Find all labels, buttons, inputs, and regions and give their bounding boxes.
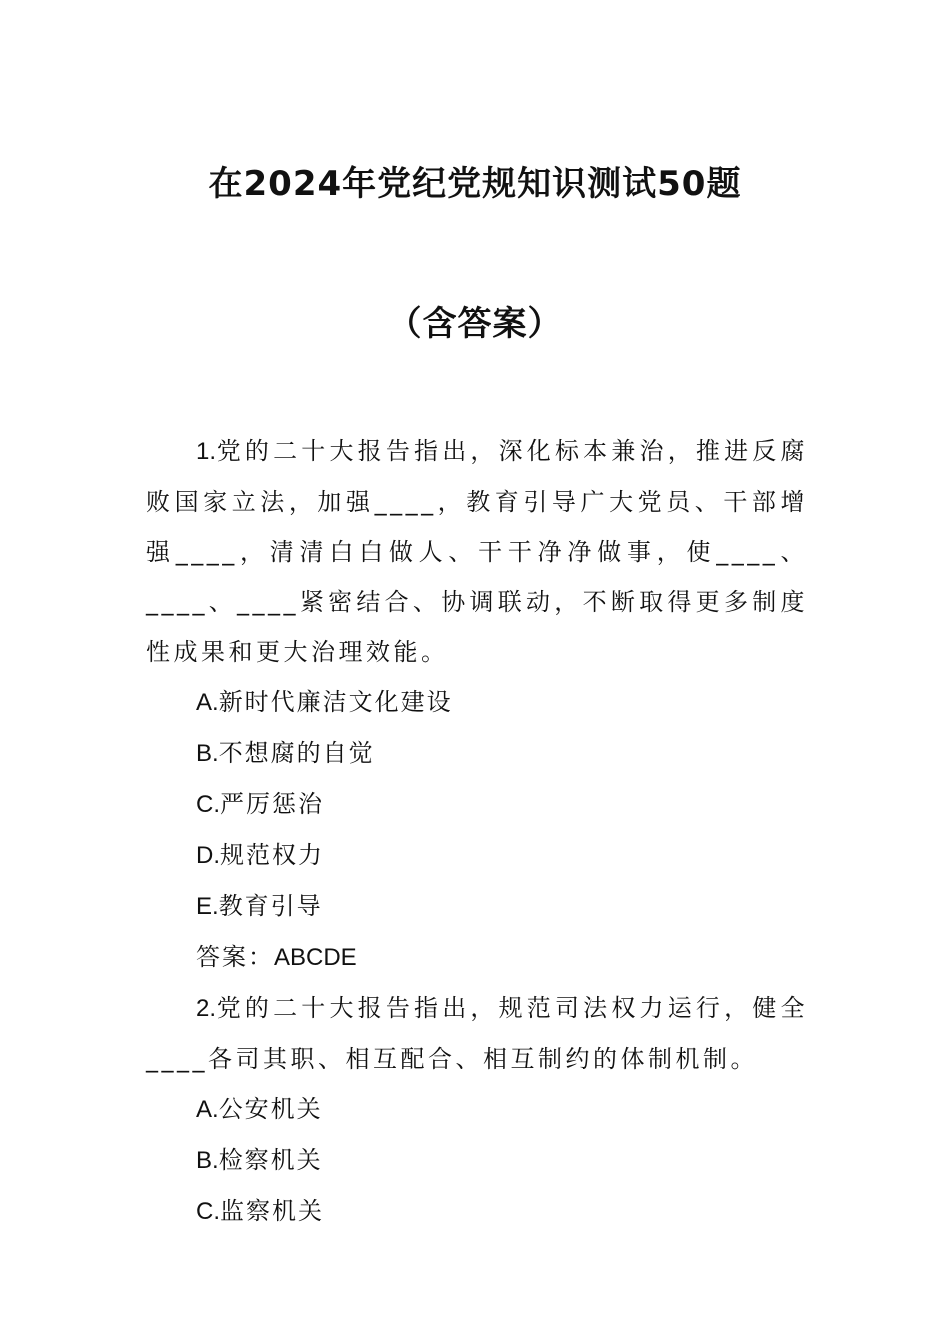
option-letter: B. <box>196 1147 219 1174</box>
option-text: 监察机关 <box>220 1197 324 1225</box>
option-b <box>146 1135 808 1186</box>
option-letter: C. <box>196 791 220 818</box>
option-letter: C. <box>196 1198 220 1225</box>
option-text: 教育引导 <box>218 892 323 920</box>
option-letter: B. <box>196 740 219 767</box>
question-number: 2. <box>196 995 217 1022</box>
option-d <box>146 830 808 881</box>
document-body <box>146 426 808 1237</box>
option-letter: A. <box>196 689 219 716</box>
document-subtitle: （含答案） <box>387 304 563 344</box>
question-2 <box>146 983 808 1084</box>
option-b <box>146 728 808 779</box>
option-a <box>146 1084 808 1135</box>
answer-label: 答案： <box>196 943 274 971</box>
option-c <box>146 1186 808 1237</box>
option-text: 规范权力 <box>220 841 324 869</box>
answer-value: ABCDE <box>274 944 357 971</box>
question-1 <box>146 426 808 677</box>
answer-line <box>146 932 808 983</box>
option-text: 不想腐的自觉 <box>218 739 375 767</box>
option-text: 新时代廉洁文化建设 <box>218 688 453 716</box>
question-text: 党的二十大报告指出，规范司法权力运行，健全____各司其职、相互配合、相互制约的体制机制。 <box>146 994 808 1073</box>
option-letter: E. <box>196 893 219 920</box>
option-c <box>146 779 808 830</box>
option-letter: A. <box>196 1096 219 1123</box>
question-text: 党的二十大报告指出，深化标本兼治，推进反腐败国家立法，加强____，教育引导广大党员、干部增强____，清清白白做人、干干净净做事，使____、____、____紧密结合、协调联动，不断取得更多制度性成果和更大治理效能。 <box>146 437 808 666</box>
option-text: 严厉惩治 <box>220 790 324 818</box>
document-title: 在2024年党纪党规知识测试50题 <box>208 164 742 204</box>
option-a <box>146 677 808 728</box>
option-text: 公安机关 <box>218 1095 323 1123</box>
option-text: 检察机关 <box>218 1146 323 1174</box>
option-e <box>146 881 808 932</box>
question-number: 1. <box>196 438 217 465</box>
option-letter: D. <box>196 842 220 869</box>
